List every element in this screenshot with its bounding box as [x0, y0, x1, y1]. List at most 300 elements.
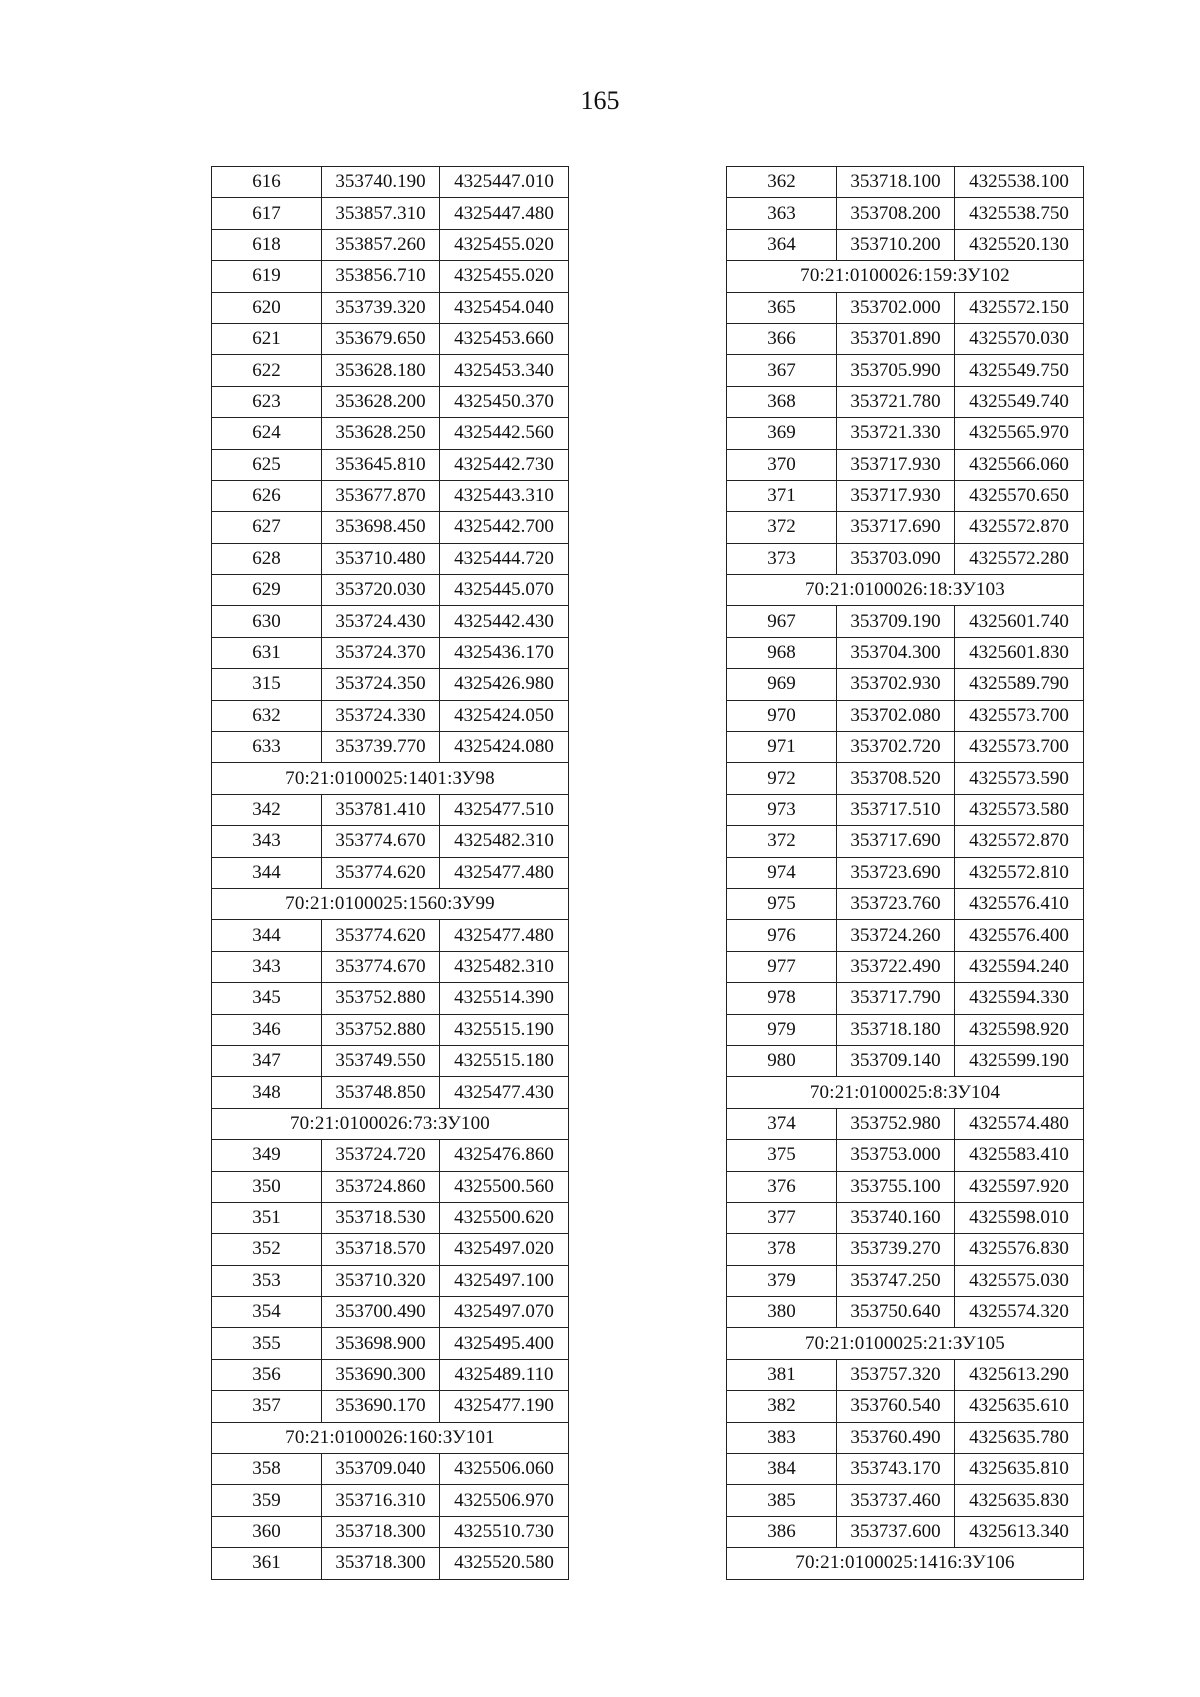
- point-number-cell: 626: [212, 480, 322, 511]
- x-coordinate-cell: 353679.650: [322, 323, 440, 354]
- y-coordinate-cell: 4325445.070: [440, 575, 569, 606]
- point-number-cell: 380: [727, 1297, 837, 1328]
- coordinates-table-left: [211, 166, 569, 1580]
- point-number-cell: 980: [727, 1045, 837, 1076]
- y-coordinate-cell: 4325477.480: [440, 857, 569, 888]
- table-row: [212, 198, 569, 229]
- table-row: [727, 480, 1084, 511]
- point-number-cell: 970: [727, 700, 837, 731]
- y-coordinate-cell: 4325598.920: [955, 1014, 1084, 1045]
- y-coordinate-cell: 4325635.810: [955, 1454, 1084, 1485]
- table-row: [212, 1265, 569, 1296]
- x-coordinate-cell: 353748.850: [322, 1077, 440, 1108]
- x-coordinate-cell: 353752.980: [837, 1108, 955, 1139]
- x-coordinate-cell: 353724.350: [322, 669, 440, 700]
- table-row: [727, 1422, 1084, 1453]
- table-row: [212, 606, 569, 637]
- y-coordinate-cell: 4325594.330: [955, 983, 1084, 1014]
- table-row: [212, 1516, 569, 1547]
- point-number-cell: 628: [212, 543, 322, 574]
- table-row: [727, 386, 1084, 417]
- y-coordinate-cell: 4325476.860: [440, 1140, 569, 1171]
- x-coordinate-cell: 353721.780: [837, 386, 955, 417]
- y-coordinate-cell: 4325454.040: [440, 292, 569, 323]
- table-row: [727, 794, 1084, 825]
- y-coordinate-cell: 4325515.190: [440, 1014, 569, 1045]
- y-coordinate-cell: 4325453.340: [440, 355, 569, 386]
- point-number-cell: 362: [727, 167, 837, 198]
- point-number-cell: 624: [212, 418, 322, 449]
- x-coordinate-cell: 353716.310: [322, 1485, 440, 1516]
- point-number-cell: 375: [727, 1140, 837, 1171]
- x-coordinate-cell: 353717.690: [837, 826, 955, 857]
- point-number-cell: 616: [212, 167, 322, 198]
- x-coordinate-cell: 353723.760: [837, 888, 955, 919]
- y-coordinate-cell: 4325442.560: [440, 418, 569, 449]
- x-coordinate-cell: 353724.260: [837, 920, 955, 951]
- x-coordinate-cell: 353760.540: [837, 1391, 955, 1422]
- section-cadastral-number: 70:21:0100025:21:ЗУ105: [727, 1328, 1084, 1359]
- table-row: [727, 418, 1084, 449]
- x-coordinate-cell: 353698.900: [322, 1328, 440, 1359]
- y-coordinate-cell: 4325549.750: [955, 355, 1084, 386]
- point-number-cell: 369: [727, 418, 837, 449]
- point-number-cell: 979: [727, 1014, 837, 1045]
- point-number-cell: 973: [727, 794, 837, 825]
- table-row: [212, 983, 569, 1014]
- y-coordinate-cell: 4325575.030: [955, 1265, 1084, 1296]
- point-number-cell: 974: [727, 857, 837, 888]
- point-number-cell: 623: [212, 386, 322, 417]
- x-coordinate-cell: 353718.180: [837, 1014, 955, 1045]
- x-coordinate-cell: 353856.710: [322, 261, 440, 292]
- point-number-cell: 374: [727, 1108, 837, 1139]
- x-coordinate-cell: 353698.450: [322, 512, 440, 543]
- y-coordinate-cell: 4325576.400: [955, 920, 1084, 951]
- table-row: [212, 480, 569, 511]
- x-coordinate-cell: 353645.810: [322, 449, 440, 480]
- y-coordinate-cell: 4325566.060: [955, 449, 1084, 480]
- y-coordinate-cell: 4325424.050: [440, 700, 569, 731]
- x-coordinate-cell: 353708.520: [837, 763, 955, 794]
- x-coordinate-cell: 353690.170: [322, 1391, 440, 1422]
- x-coordinate-cell: 353857.310: [322, 198, 440, 229]
- point-number-cell: 354: [212, 1297, 322, 1328]
- point-number-cell: 620: [212, 292, 322, 323]
- x-coordinate-cell: 353705.990: [837, 355, 955, 386]
- table-row: [727, 920, 1084, 951]
- x-coordinate-cell: 353737.460: [837, 1485, 955, 1516]
- y-coordinate-cell: 4325455.020: [440, 229, 569, 260]
- table-row: [727, 449, 1084, 480]
- x-coordinate-cell: 353757.320: [837, 1359, 955, 1390]
- x-coordinate-cell: 353703.090: [837, 543, 955, 574]
- page-number: 165: [580, 86, 620, 115]
- y-coordinate-cell: 4325613.290: [955, 1359, 1084, 1390]
- y-coordinate-cell: 4325635.780: [955, 1422, 1084, 1453]
- table-row: [727, 857, 1084, 888]
- point-number-cell: 383: [727, 1422, 837, 1453]
- point-number-cell: 971: [727, 732, 837, 763]
- y-coordinate-cell: 4325572.870: [955, 826, 1084, 857]
- table-row: [727, 1202, 1084, 1233]
- point-number-cell: 342: [212, 794, 322, 825]
- point-number-cell: 978: [727, 983, 837, 1014]
- y-coordinate-cell: 4325583.410: [955, 1140, 1084, 1171]
- point-number-cell: 977: [727, 951, 837, 982]
- x-coordinate-cell: 353774.620: [322, 920, 440, 951]
- point-number-cell: 367: [727, 355, 837, 386]
- point-number-cell: 371: [727, 480, 837, 511]
- table-row: [212, 1454, 569, 1485]
- x-coordinate-cell: 353724.720: [322, 1140, 440, 1171]
- table-row: [212, 167, 569, 198]
- section-header-row: [727, 575, 1084, 606]
- y-coordinate-cell: 4325500.620: [440, 1202, 569, 1233]
- y-coordinate-cell: 4325477.430: [440, 1077, 569, 1108]
- point-number-cell: 355: [212, 1328, 322, 1359]
- table-row: [727, 700, 1084, 731]
- y-coordinate-cell: 4325565.970: [955, 418, 1084, 449]
- x-coordinate-cell: 353743.170: [837, 1454, 955, 1485]
- x-coordinate-cell: 353628.250: [322, 418, 440, 449]
- y-coordinate-cell: 4325450.370: [440, 386, 569, 417]
- table-row: [727, 355, 1084, 386]
- x-coordinate-cell: 353718.300: [322, 1516, 440, 1547]
- x-coordinate-cell: 353739.320: [322, 292, 440, 323]
- table-row: [727, 512, 1084, 543]
- point-number-cell: 364: [727, 229, 837, 260]
- table-row: [212, 418, 569, 449]
- point-number-cell: 359: [212, 1485, 322, 1516]
- y-coordinate-cell: 4325520.580: [440, 1548, 569, 1579]
- x-coordinate-cell: 353724.330: [322, 700, 440, 731]
- x-coordinate-cell: 353718.530: [322, 1202, 440, 1233]
- point-number-cell: 376: [727, 1171, 837, 1202]
- x-coordinate-cell: 353774.620: [322, 857, 440, 888]
- y-coordinate-cell: 4325497.070: [440, 1297, 569, 1328]
- x-coordinate-cell: 353702.720: [837, 732, 955, 763]
- y-coordinate-cell: 4325514.390: [440, 983, 569, 1014]
- x-coordinate-cell: 353701.890: [837, 323, 955, 354]
- y-coordinate-cell: 4325482.310: [440, 826, 569, 857]
- y-coordinate-cell: 4325576.410: [955, 888, 1084, 919]
- point-number-cell: 343: [212, 826, 322, 857]
- coordinates-table-right: [726, 166, 1084, 1580]
- table-row: [212, 323, 569, 354]
- y-coordinate-cell: 4325573.700: [955, 700, 1084, 731]
- x-coordinate-cell: 353857.260: [322, 229, 440, 260]
- table-row: [727, 732, 1084, 763]
- point-number-cell: 629: [212, 575, 322, 606]
- y-coordinate-cell: 4325573.580: [955, 794, 1084, 825]
- table-row: [212, 951, 569, 982]
- x-coordinate-cell: 353724.860: [322, 1171, 440, 1202]
- point-number-cell: 625: [212, 449, 322, 480]
- table-row: [727, 669, 1084, 700]
- y-coordinate-cell: 4325506.970: [440, 1485, 569, 1516]
- point-number-cell: 378: [727, 1234, 837, 1265]
- point-number-cell: 633: [212, 732, 322, 763]
- point-number-cell: 384: [727, 1454, 837, 1485]
- x-coordinate-cell: 353717.690: [837, 512, 955, 543]
- y-coordinate-cell: 4325477.190: [440, 1391, 569, 1422]
- y-coordinate-cell: 4325601.830: [955, 637, 1084, 668]
- x-coordinate-cell: 353760.490: [837, 1422, 955, 1453]
- x-coordinate-cell: 353709.190: [837, 606, 955, 637]
- table-row: [212, 229, 569, 260]
- table-row: [212, 1234, 569, 1265]
- table-row: [212, 1202, 569, 1233]
- x-coordinate-cell: 353709.140: [837, 1045, 955, 1076]
- table-row: [212, 575, 569, 606]
- point-number-cell: 382: [727, 1391, 837, 1422]
- point-number-cell: 972: [727, 763, 837, 794]
- table-row: [212, 669, 569, 700]
- y-coordinate-cell: 4325613.340: [955, 1516, 1084, 1547]
- section-cadastral-number: 70:21:0100026:73:ЗУ100: [212, 1108, 569, 1139]
- x-coordinate-cell: 353755.100: [837, 1171, 955, 1202]
- y-coordinate-cell: 4325426.980: [440, 669, 569, 700]
- y-coordinate-cell: 4325447.480: [440, 198, 569, 229]
- y-coordinate-cell: 4325436.170: [440, 637, 569, 668]
- table-row: [727, 1359, 1084, 1390]
- point-number-cell: 632: [212, 700, 322, 731]
- x-coordinate-cell: 353739.270: [837, 1234, 955, 1265]
- point-number-cell: 344: [212, 857, 322, 888]
- section-header-row: [212, 1422, 569, 1453]
- x-coordinate-cell: 353708.200: [837, 198, 955, 229]
- y-coordinate-cell: 4325489.110: [440, 1359, 569, 1390]
- point-number-cell: 372: [727, 826, 837, 857]
- table-row: [212, 637, 569, 668]
- x-coordinate-cell: 353718.570: [322, 1234, 440, 1265]
- point-number-cell: 969: [727, 669, 837, 700]
- y-coordinate-cell: 4325549.740: [955, 386, 1084, 417]
- table-row: [212, 543, 569, 574]
- x-coordinate-cell: 353752.880: [322, 983, 440, 1014]
- y-coordinate-cell: 4325572.870: [955, 512, 1084, 543]
- section-header-row: [212, 1108, 569, 1139]
- y-coordinate-cell: 4325455.020: [440, 261, 569, 292]
- point-number-cell: 352: [212, 1234, 322, 1265]
- table-row: [727, 763, 1084, 794]
- table-row: [212, 794, 569, 825]
- x-coordinate-cell: 353702.080: [837, 700, 955, 731]
- x-coordinate-cell: 353717.930: [837, 449, 955, 480]
- point-number-cell: 353: [212, 1265, 322, 1296]
- point-number-cell: 365: [727, 292, 837, 323]
- table-row: [727, 1234, 1084, 1265]
- x-coordinate-cell: 353781.410: [322, 794, 440, 825]
- x-coordinate-cell: 353720.030: [322, 575, 440, 606]
- point-number-cell: 358: [212, 1454, 322, 1485]
- x-coordinate-cell: 353740.190: [322, 167, 440, 198]
- point-number-cell: 349: [212, 1140, 322, 1171]
- y-coordinate-cell: 4325520.130: [955, 229, 1084, 260]
- section-cadastral-number: 70:21:0100025:8:ЗУ104: [727, 1077, 1084, 1108]
- y-coordinate-cell: 4325635.830: [955, 1485, 1084, 1516]
- table-row: [212, 920, 569, 951]
- point-number-cell: 346: [212, 1014, 322, 1045]
- point-number-cell: 967: [727, 606, 837, 637]
- y-coordinate-cell: 4325538.750: [955, 198, 1084, 229]
- point-number-cell: 372: [727, 512, 837, 543]
- table-row: [212, 1548, 569, 1579]
- y-coordinate-cell: 4325572.280: [955, 543, 1084, 574]
- point-number-cell: 381: [727, 1359, 837, 1390]
- x-coordinate-cell: 353718.100: [837, 167, 955, 198]
- point-number-cell: 368: [727, 386, 837, 417]
- table-row: [212, 386, 569, 417]
- point-number-cell: 622: [212, 355, 322, 386]
- section-header-row: [727, 1328, 1084, 1359]
- point-number-cell: 366: [727, 323, 837, 354]
- y-coordinate-cell: 4325482.310: [440, 951, 569, 982]
- x-coordinate-cell: 353704.300: [837, 637, 955, 668]
- point-number-cell: 618: [212, 229, 322, 260]
- table-row: [212, 449, 569, 480]
- point-number-cell: 975: [727, 888, 837, 919]
- y-coordinate-cell: 4325601.740: [955, 606, 1084, 637]
- x-coordinate-cell: 353774.670: [322, 951, 440, 982]
- x-coordinate-cell: 353721.330: [837, 418, 955, 449]
- table-row: [212, 1297, 569, 1328]
- table-row: [727, 1391, 1084, 1422]
- table-row: [212, 512, 569, 543]
- y-coordinate-cell: 4325572.150: [955, 292, 1084, 323]
- table-row: [212, 857, 569, 888]
- y-coordinate-cell: 4325500.560: [440, 1171, 569, 1202]
- section-cadastral-number: 70:21:0100025:1401:ЗУ98: [212, 763, 569, 794]
- x-coordinate-cell: 353700.490: [322, 1297, 440, 1328]
- y-coordinate-cell: 4325515.180: [440, 1045, 569, 1076]
- x-coordinate-cell: 353710.480: [322, 543, 440, 574]
- table-row: [212, 700, 569, 731]
- y-coordinate-cell: 4325447.010: [440, 167, 569, 198]
- table-row: [212, 1359, 569, 1390]
- table-row: [727, 1108, 1084, 1139]
- section-header-row: [212, 763, 569, 794]
- coordinates-table-left-body: [212, 167, 569, 1580]
- y-coordinate-cell: 4325594.240: [955, 951, 1084, 982]
- point-number-cell: 373: [727, 543, 837, 574]
- point-number-cell: 377: [727, 1202, 837, 1233]
- table-row: [212, 1171, 569, 1202]
- x-coordinate-cell: 353710.320: [322, 1265, 440, 1296]
- point-number-cell: 351: [212, 1202, 322, 1233]
- y-coordinate-cell: 4325506.060: [440, 1454, 569, 1485]
- point-number-cell: 356: [212, 1359, 322, 1390]
- table-row: [727, 826, 1084, 857]
- point-number-cell: 360: [212, 1516, 322, 1547]
- table-row: [212, 1045, 569, 1076]
- table-row: [727, 637, 1084, 668]
- table-row: [212, 1014, 569, 1045]
- x-coordinate-cell: 353740.160: [837, 1202, 955, 1233]
- x-coordinate-cell: 353677.870: [322, 480, 440, 511]
- y-coordinate-cell: 4325573.590: [955, 763, 1084, 794]
- table-row: [727, 606, 1084, 637]
- x-coordinate-cell: 353702.000: [837, 292, 955, 323]
- point-number-cell: 385: [727, 1485, 837, 1516]
- y-coordinate-cell: 4325598.010: [955, 1202, 1084, 1233]
- table-row: [212, 732, 569, 763]
- x-coordinate-cell: 353739.770: [322, 732, 440, 763]
- y-coordinate-cell: 4325495.400: [440, 1328, 569, 1359]
- coordinates-table-right-body: [727, 167, 1084, 1580]
- point-number-cell: 361: [212, 1548, 322, 1579]
- table-row: [727, 167, 1084, 198]
- table-row: [212, 1140, 569, 1171]
- y-coordinate-cell: 4325635.610: [955, 1391, 1084, 1422]
- y-coordinate-cell: 4325574.480: [955, 1108, 1084, 1139]
- point-number-cell: 976: [727, 920, 837, 951]
- table-row: [727, 198, 1084, 229]
- x-coordinate-cell: 353750.640: [837, 1297, 955, 1328]
- x-coordinate-cell: 353709.040: [322, 1454, 440, 1485]
- x-coordinate-cell: 353749.550: [322, 1045, 440, 1076]
- point-number-cell: 617: [212, 198, 322, 229]
- x-coordinate-cell: 353737.600: [837, 1516, 955, 1547]
- x-coordinate-cell: 353724.430: [322, 606, 440, 637]
- table-row: [212, 1485, 569, 1516]
- section-cadastral-number: 70:21:0100026:160:ЗУ101: [212, 1422, 569, 1453]
- y-coordinate-cell: 4325570.650: [955, 480, 1084, 511]
- y-coordinate-cell: 4325442.700: [440, 512, 569, 543]
- x-coordinate-cell: 353690.300: [322, 1359, 440, 1390]
- y-coordinate-cell: 4325589.790: [955, 669, 1084, 700]
- section-header-row: [727, 261, 1084, 292]
- table-row: [212, 1328, 569, 1359]
- point-number-cell: 968: [727, 637, 837, 668]
- y-coordinate-cell: 4325599.190: [955, 1045, 1084, 1076]
- section-cadastral-number: 70:21:0100026:18:ЗУ103: [727, 575, 1084, 606]
- point-number-cell: 386: [727, 1516, 837, 1547]
- point-number-cell: 379: [727, 1265, 837, 1296]
- point-number-cell: 619: [212, 261, 322, 292]
- section-header-row: [727, 1548, 1084, 1579]
- x-coordinate-cell: 353752.880: [322, 1014, 440, 1045]
- section-cadastral-number: 70:21:0100026:159:ЗУ102: [727, 261, 1084, 292]
- point-number-cell: 350: [212, 1171, 322, 1202]
- x-coordinate-cell: 353723.690: [837, 857, 955, 888]
- y-coordinate-cell: 4325570.030: [955, 323, 1084, 354]
- table-row: [727, 229, 1084, 260]
- y-coordinate-cell: 4325477.510: [440, 794, 569, 825]
- table-row: [727, 983, 1084, 1014]
- table-row: [727, 1265, 1084, 1296]
- table-row: [727, 1014, 1084, 1045]
- table-row: [727, 888, 1084, 919]
- y-coordinate-cell: 4325453.660: [440, 323, 569, 354]
- y-coordinate-cell: 4325477.480: [440, 920, 569, 951]
- table-row: [727, 951, 1084, 982]
- table-row: [727, 1140, 1084, 1171]
- x-coordinate-cell: 353724.370: [322, 637, 440, 668]
- table-row: [727, 1297, 1084, 1328]
- table-row: [212, 261, 569, 292]
- table-row: [727, 543, 1084, 574]
- y-coordinate-cell: 4325442.730: [440, 449, 569, 480]
- point-number-cell: 357: [212, 1391, 322, 1422]
- point-number-cell: 345: [212, 983, 322, 1014]
- y-coordinate-cell: 4325510.730: [440, 1516, 569, 1547]
- x-coordinate-cell: 353710.200: [837, 229, 955, 260]
- y-coordinate-cell: 4325444.720: [440, 543, 569, 574]
- point-number-cell: 631: [212, 637, 322, 668]
- point-number-cell: 627: [212, 512, 322, 543]
